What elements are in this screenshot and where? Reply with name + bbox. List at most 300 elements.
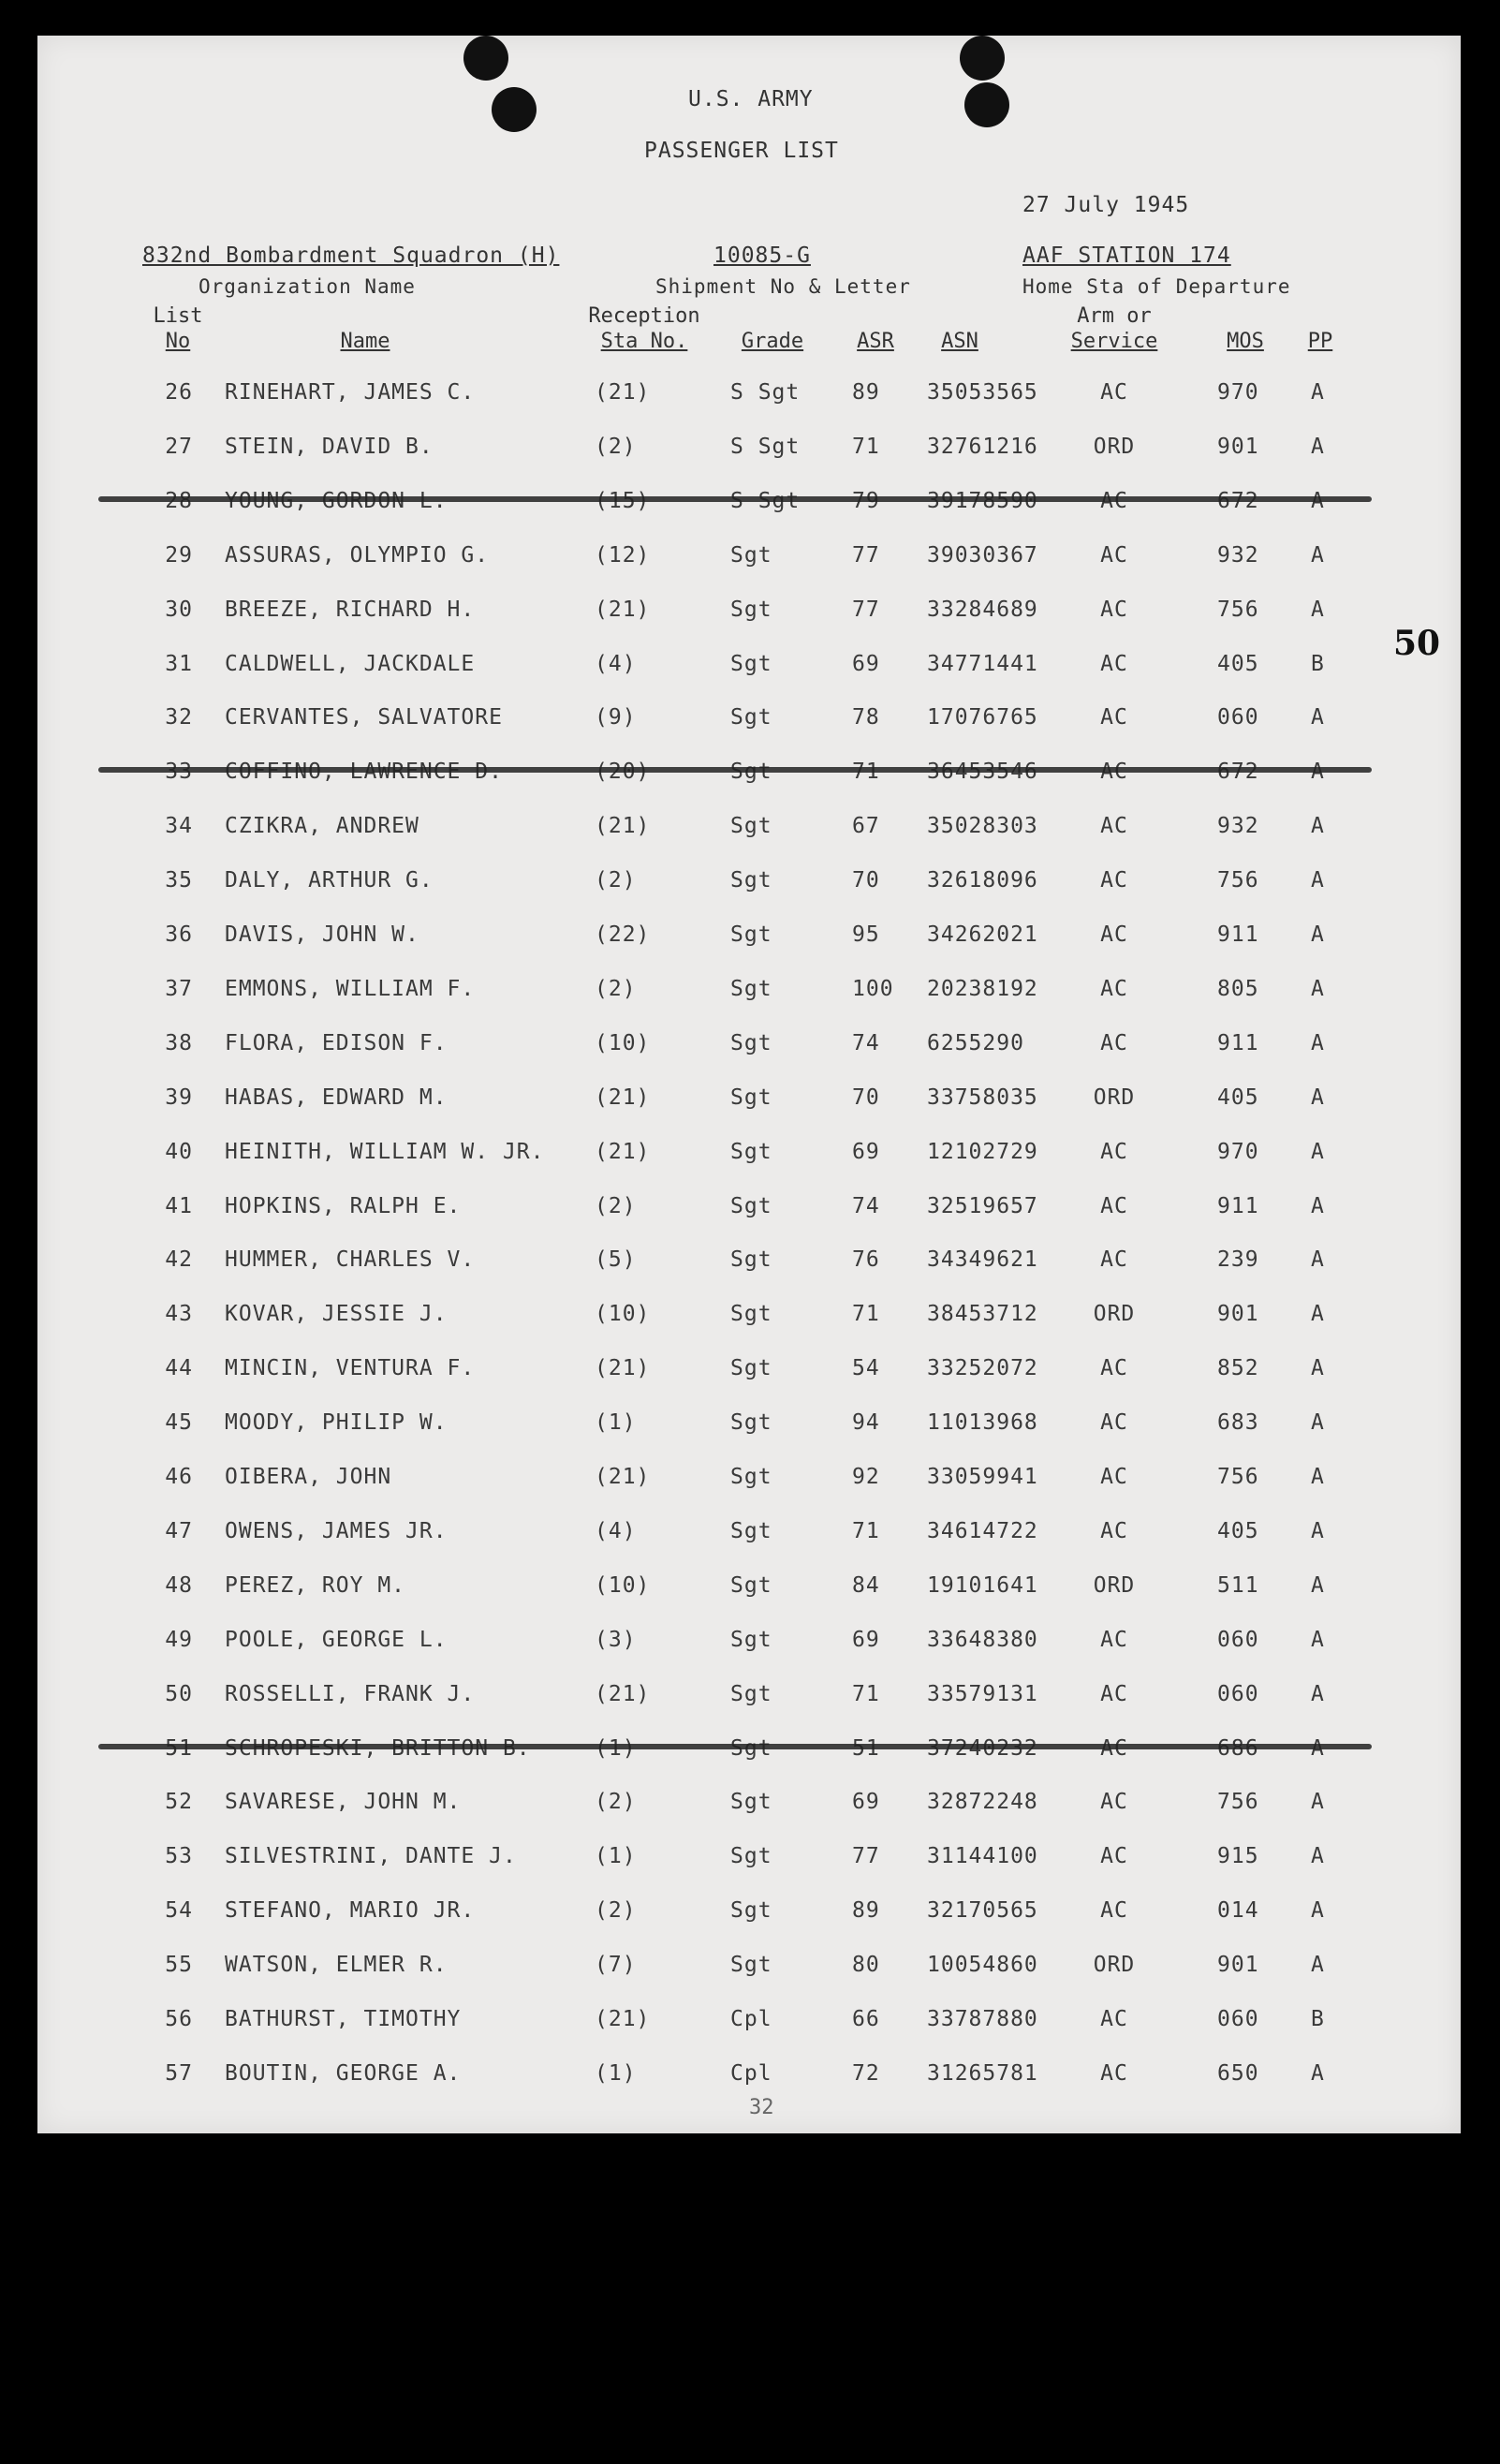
cell-sta: (10) <box>595 1302 651 1326</box>
cell-pp: A <box>1311 1031 1325 1055</box>
cell-asn: 32519657 <box>927 1194 1038 1218</box>
cell-asr: 70 <box>852 868 880 893</box>
organization-label: Organization Name <box>199 275 416 298</box>
cell-asr: 74 <box>852 1031 880 1055</box>
cell-mos: 683 <box>1217 1410 1259 1435</box>
table-row <box>37 1085 1461 1123</box>
cell-arm: ORD <box>1093 1085 1136 1110</box>
cell-mos: 901 <box>1217 435 1259 459</box>
cell-asr: 80 <box>852 1953 880 1977</box>
cell-no: 35 <box>165 868 193 893</box>
table-row <box>37 1628 1461 1665</box>
cell-grade: Sgt <box>730 922 772 947</box>
cell-grade: Sgt <box>730 1628 772 1652</box>
cell-arm: AC <box>1100 380 1128 405</box>
cell-pp: A <box>1311 1790 1325 1814</box>
cell-sta: (4) <box>595 1519 637 1543</box>
cell-arm: AC <box>1100 705 1128 730</box>
cell-pp: A <box>1311 977 1325 1001</box>
col-header-name: Name <box>340 330 390 353</box>
table-row <box>37 1844 1461 1881</box>
cell-asr: 54 <box>852 1356 880 1380</box>
margin-note: 50 <box>1393 624 1441 663</box>
cell-asr: 89 <box>852 380 880 405</box>
cell-mos: 852 <box>1217 1356 1259 1380</box>
cell-grade: Sgt <box>730 652 772 676</box>
cell-sta: (21) <box>595 1140 651 1164</box>
cell-sta: (21) <box>595 2007 651 2031</box>
cell-sta: (9) <box>595 705 637 730</box>
cell-asn: 35053565 <box>927 380 1038 405</box>
cell-mos: 901 <box>1217 1953 1259 1977</box>
cell-arm: AC <box>1100 814 1128 838</box>
table-row <box>37 1790 1461 1827</box>
cell-asn: 19101641 <box>927 1573 1038 1598</box>
cell-asn: 10054860 <box>927 1953 1038 1977</box>
table-row <box>37 1573 1461 1611</box>
cell-grade: Sgt <box>730 1140 772 1164</box>
cell-pp: A <box>1311 1844 1325 1868</box>
cell-sta: (21) <box>595 1085 651 1110</box>
cell-no: 32 <box>165 705 193 730</box>
cell-mos: 405 <box>1217 1085 1259 1110</box>
cell-name: CALDWELL, JACKDALE <box>225 652 476 676</box>
cell-sta: (12) <box>595 543 651 568</box>
cell-asn: 34614722 <box>927 1519 1038 1543</box>
cell-no: 38 <box>165 1031 193 1055</box>
cell-name: RINEHART, JAMES C. <box>225 380 476 405</box>
cell-no: 36 <box>165 922 193 947</box>
cell-name: SILVESTRINI, DANTE J. <box>225 1844 517 1868</box>
cell-pp: A <box>1311 1194 1325 1218</box>
cell-asn: 20238192 <box>927 977 1038 1001</box>
cell-asr: 77 <box>852 1844 880 1868</box>
cell-no: 52 <box>165 1790 193 1814</box>
station-value: AAF STATION 174 <box>1022 243 1231 268</box>
cell-mos: 756 <box>1217 598 1259 622</box>
strikethrough-line <box>98 1744 1372 1749</box>
cell-sta: (2) <box>595 1898 637 1923</box>
punch-hole <box>463 36 508 81</box>
shipment-label: Shipment No & Letter <box>655 275 911 298</box>
table-row <box>37 705 1461 743</box>
col-header-asn: ASN <box>941 330 978 353</box>
cell-no: 45 <box>165 1410 193 1435</box>
cell-asr: 78 <box>852 705 880 730</box>
cell-name: ROSSELLI, FRANK J. <box>225 1682 476 1706</box>
cell-grade: Sgt <box>730 1085 772 1110</box>
cell-name: FLORA, EDISON F. <box>225 1031 448 1055</box>
document-page <box>37 36 1461 2133</box>
cell-no: 57 <box>165 2061 193 2086</box>
table-row <box>37 435 1461 472</box>
cell-asn: 34262021 <box>927 922 1038 947</box>
cell-sta: (3) <box>595 1628 637 1652</box>
table-row <box>37 1519 1461 1557</box>
table-row <box>37 1410 1461 1448</box>
cell-no: 27 <box>165 435 193 459</box>
table-row <box>37 1247 1461 1285</box>
cell-arm: AC <box>1100 598 1128 622</box>
cell-arm: AC <box>1100 652 1128 676</box>
cell-mos: 650 <box>1217 2061 1259 2086</box>
cell-sta: (1) <box>595 1844 637 1868</box>
table-row <box>37 760 1461 797</box>
cell-arm: AC <box>1100 922 1128 947</box>
cell-name: BREEZE, RICHARD H. <box>225 598 476 622</box>
cell-sta: (21) <box>595 1682 651 1706</box>
organization-value: 832nd Bombardment Squadron (H) <box>142 243 560 268</box>
cell-no: 42 <box>165 1247 193 1272</box>
table-row <box>37 1736 1461 1774</box>
cell-name: STEIN, DAVID B. <box>225 435 434 459</box>
cell-name: STEFANO, MARIO JR. <box>225 1898 476 1923</box>
strikethrough-line <box>98 767 1372 773</box>
cell-asn: 17076765 <box>927 705 1038 730</box>
cell-mos: 060 <box>1217 705 1259 730</box>
cell-grade: Sgt <box>730 705 772 730</box>
cell-mos: 901 <box>1217 1302 1259 1326</box>
cell-no: 39 <box>165 1085 193 1110</box>
cell-arm: AC <box>1100 1844 1128 1868</box>
cell-asn: 35028303 <box>927 814 1038 838</box>
cell-name: ASSURAS, OLYMPIO G. <box>225 543 490 568</box>
cell-asn: 38453712 <box>927 1302 1038 1326</box>
cell-no: 37 <box>165 977 193 1001</box>
cell-pp: A <box>1311 380 1325 405</box>
cell-grade: Sgt <box>730 1844 772 1868</box>
cell-name: BOUTIN, GEORGE A. <box>225 2061 462 2086</box>
cell-arm: AC <box>1100 977 1128 1001</box>
cell-pp: A <box>1311 1410 1325 1435</box>
cell-grade: Sgt <box>730 1031 772 1055</box>
cell-asr: 69 <box>852 652 880 676</box>
cell-asr: 69 <box>852 1140 880 1164</box>
cell-mos: 756 <box>1217 868 1259 893</box>
cell-grade: Cpl <box>730 2061 772 2086</box>
cell-grade: Sgt <box>730 1410 772 1435</box>
page-footer-note: 32 <box>749 2096 774 2119</box>
cell-asr: 71 <box>852 435 880 459</box>
cell-mos: 915 <box>1217 1844 1259 1868</box>
cell-grade: S Sgt <box>730 435 801 459</box>
table-row <box>37 977 1461 1014</box>
cell-no: 47 <box>165 1519 193 1543</box>
cell-pp: A <box>1311 1898 1325 1923</box>
cell-name: CERVANTES, SALVATORE <box>225 705 503 730</box>
cell-asr: 71 <box>852 1519 880 1543</box>
cell-no: 53 <box>165 1844 193 1868</box>
cell-asr: 67 <box>852 814 880 838</box>
cell-pp: A <box>1311 1140 1325 1164</box>
cell-asn: 33252072 <box>927 1356 1038 1380</box>
cell-mos: 756 <box>1217 1790 1259 1814</box>
cell-asn: 33284689 <box>927 598 1038 622</box>
cell-grade: Sgt <box>730 1194 772 1218</box>
cell-grade: Sgt <box>730 1573 772 1598</box>
cell-name: HOPKINS, RALPH E. <box>225 1194 462 1218</box>
cell-asn: 32618096 <box>927 868 1038 893</box>
cell-pp: A <box>1311 435 1325 459</box>
cell-asn: 39030367 <box>927 543 1038 568</box>
shipment-value: 10085-G <box>713 243 811 268</box>
cell-grade: Sgt <box>730 1519 772 1543</box>
cell-asn: 33579131 <box>927 1682 1038 1706</box>
cell-sta: (21) <box>595 814 651 838</box>
cell-name: CZIKRA, ANDREW <box>225 814 419 838</box>
table-row <box>37 1465 1461 1502</box>
cell-mos: 756 <box>1217 1465 1259 1489</box>
cell-no: 46 <box>165 1465 193 1489</box>
cell-arm: AC <box>1100 543 1128 568</box>
army-heading: U.S. ARMY <box>688 87 814 111</box>
table-row <box>37 1898 1461 1936</box>
cell-pp: A <box>1311 1356 1325 1380</box>
cell-no: 43 <box>165 1302 193 1326</box>
cell-sta: (2) <box>595 868 637 893</box>
cell-grade: Sgt <box>730 598 772 622</box>
cell-name: KOVAR, JESSIE J. <box>225 1302 448 1326</box>
punch-hole <box>964 82 1009 127</box>
cell-arm: AC <box>1100 1356 1128 1380</box>
cell-name: HEINITH, WILLIAM W. JR. <box>225 1140 545 1164</box>
cell-pp: A <box>1311 1628 1325 1652</box>
cell-asn: 32761216 <box>927 435 1038 459</box>
station-label: Home Sta of Departure <box>1022 275 1291 298</box>
cell-mos: 932 <box>1217 814 1259 838</box>
cell-no: 26 <box>165 380 193 405</box>
cell-asr: 92 <box>852 1465 880 1489</box>
cell-asn: 33758035 <box>927 1085 1038 1110</box>
cell-arm: AC <box>1100 1410 1128 1435</box>
cell-arm: AC <box>1100 868 1128 893</box>
cell-pp: A <box>1311 1465 1325 1489</box>
cell-asr: 76 <box>852 1247 880 1272</box>
cell-mos: 970 <box>1217 380 1259 405</box>
cell-name: HABAS, EDWARD M. <box>225 1085 448 1110</box>
cell-name: OIBERA, JOHN <box>225 1465 392 1489</box>
cell-grade: Sgt <box>730 1953 772 1977</box>
cell-asr: 77 <box>852 598 880 622</box>
cell-arm: AC <box>1100 1140 1128 1164</box>
cell-asn: 33787880 <box>927 2007 1038 2031</box>
cell-pp: A <box>1311 1519 1325 1543</box>
cell-sta: (22) <box>595 922 651 947</box>
cell-arm: AC <box>1100 1682 1128 1706</box>
cell-no: 31 <box>165 652 193 676</box>
cell-asr: 94 <box>852 1410 880 1435</box>
cell-sta: (21) <box>595 598 651 622</box>
cell-arm: AC <box>1100 1519 1128 1543</box>
cell-pp: A <box>1311 543 1325 568</box>
cell-mos: 060 <box>1217 2007 1259 2031</box>
cell-pp: A <box>1311 1247 1325 1272</box>
table-row <box>37 868 1461 906</box>
cell-mos: 932 <box>1217 543 1259 568</box>
cell-asr: 70 <box>852 1085 880 1110</box>
cell-no: 50 <box>165 1682 193 1706</box>
cell-pp: A <box>1311 922 1325 947</box>
cell-sta: (21) <box>595 1465 651 1489</box>
cell-sta: (2) <box>595 1790 637 1814</box>
document-title: PASSENGER LIST <box>644 139 839 163</box>
cell-grade: Cpl <box>730 2007 772 2031</box>
cell-grade: Sgt <box>730 543 772 568</box>
cell-sta: (10) <box>595 1031 651 1055</box>
cell-sta: (1) <box>595 1410 637 1435</box>
cell-name: DAVIS, JOHN W. <box>225 922 419 947</box>
cell-pp: A <box>1311 1085 1325 1110</box>
cell-grade: Sgt <box>730 1898 772 1923</box>
cell-name: HUMMER, CHARLES V. <box>225 1247 476 1272</box>
cell-name: POOLE, GEORGE L. <box>225 1628 448 1652</box>
cell-asr: 69 <box>852 1628 880 1652</box>
cell-asn: 32170565 <box>927 1898 1038 1923</box>
cell-arm: AC <box>1100 1898 1128 1923</box>
cell-grade: Sgt <box>730 1790 772 1814</box>
cell-grade: Sgt <box>730 1465 772 1489</box>
document-date: 27 July 1945 <box>1022 193 1190 217</box>
cell-mos: 239 <box>1217 1247 1259 1272</box>
cell-arm: AC <box>1100 1031 1128 1055</box>
table-row <box>37 1682 1461 1719</box>
cell-name: BATHURST, TIMOTHY <box>225 2007 462 2031</box>
cell-no: 49 <box>165 1628 193 1652</box>
cell-no: 29 <box>165 543 193 568</box>
col-header-pp: PP <box>1307 330 1333 353</box>
cell-asr: 66 <box>852 2007 880 2031</box>
cell-asn: 33059941 <box>927 1465 1038 1489</box>
cell-arm: AC <box>1100 2007 1128 2031</box>
col-header-list-no: List No <box>153 304 203 353</box>
cell-asn: 11013968 <box>927 1410 1038 1435</box>
cell-pp: A <box>1311 598 1325 622</box>
cell-asr: 71 <box>852 1302 880 1326</box>
cell-arm: ORD <box>1093 1953 1136 1977</box>
table-row <box>37 2007 1461 2044</box>
cell-pp: B <box>1311 2007 1325 2031</box>
cell-grade: Sgt <box>730 977 772 1001</box>
cell-asr: 100 <box>852 977 894 1001</box>
cell-arm: AC <box>1100 1194 1128 1218</box>
cell-asr: 74 <box>852 1194 880 1218</box>
cell-pp: A <box>1311 1682 1325 1706</box>
cell-name: OWENS, JAMES JR. <box>225 1519 448 1543</box>
cell-asn: 33648380 <box>927 1628 1038 1652</box>
strikethrough-line <box>98 496 1372 502</box>
cell-mos: 805 <box>1217 977 1259 1001</box>
cell-mos: 911 <box>1217 1031 1259 1055</box>
cell-asn: 31265781 <box>927 2061 1038 2086</box>
cell-no: 55 <box>165 1953 193 1977</box>
cell-asn: 31144100 <box>927 1844 1038 1868</box>
cell-arm: AC <box>1100 1628 1128 1652</box>
table-row <box>37 2061 1461 2099</box>
cell-sta: (4) <box>595 652 637 676</box>
cell-grade: Sgt <box>730 1682 772 1706</box>
table-row <box>37 543 1461 581</box>
cell-pp: A <box>1311 814 1325 838</box>
cell-grade: S Sgt <box>730 380 801 405</box>
cell-asn: 32872248 <box>927 1790 1038 1814</box>
cell-no: 56 <box>165 2007 193 2031</box>
cell-asn: 6255290 <box>927 1031 1024 1055</box>
cell-no: 48 <box>165 1573 193 1598</box>
cell-asr: 77 <box>852 543 880 568</box>
cell-name: DALY, ARTHUR G. <box>225 868 434 893</box>
cell-sta: (7) <box>595 1953 637 1977</box>
cell-name: MINCIN, VENTURA F. <box>225 1356 476 1380</box>
cell-sta: (2) <box>595 977 637 1001</box>
cell-no: 40 <box>165 1140 193 1164</box>
cell-arm: AC <box>1100 2061 1128 2086</box>
col-header-asr: ASR <box>857 330 894 353</box>
cell-arm: ORD <box>1093 1573 1136 1598</box>
table-row <box>37 598 1461 635</box>
cell-no: 41 <box>165 1194 193 1218</box>
cell-asr: 95 <box>852 922 880 947</box>
table-row <box>37 380 1461 418</box>
col-header-grade: Grade <box>741 330 804 353</box>
cell-asr: 84 <box>852 1573 880 1598</box>
cell-sta: (5) <box>595 1247 637 1272</box>
cell-name: SAVARESE, JOHN M. <box>225 1790 462 1814</box>
cell-pp: A <box>1311 705 1325 730</box>
cell-mos: 060 <box>1217 1682 1259 1706</box>
cell-grade: Sgt <box>730 1247 772 1272</box>
table-row <box>37 652 1461 689</box>
cell-pp: B <box>1311 652 1325 676</box>
cell-mos: 911 <box>1217 1194 1259 1218</box>
cell-name: PEREZ, ROY M. <box>225 1573 406 1598</box>
cell-grade: Sgt <box>730 1302 772 1326</box>
cell-asr: 89 <box>852 1898 880 1923</box>
cell-pp: A <box>1311 1953 1325 1977</box>
cell-sta: (10) <box>595 1573 651 1598</box>
cell-asr: 69 <box>852 1790 880 1814</box>
table-row <box>37 1953 1461 1990</box>
punch-hole <box>492 87 537 132</box>
cell-asn: 34349621 <box>927 1247 1038 1272</box>
cell-pp: A <box>1311 868 1325 893</box>
cell-arm: AC <box>1100 1247 1128 1272</box>
cell-sta: (2) <box>595 1194 637 1218</box>
table-row <box>37 1302 1461 1339</box>
cell-sta: (21) <box>595 1356 651 1380</box>
cell-sta: (21) <box>595 380 651 405</box>
cell-mos: 060 <box>1217 1628 1259 1652</box>
table-row <box>37 814 1461 851</box>
cell-arm: ORD <box>1093 435 1136 459</box>
cell-name: WATSON, ELMER R. <box>225 1953 448 1977</box>
table-row <box>37 1194 1461 1232</box>
cell-pp: A <box>1311 1302 1325 1326</box>
cell-pp: A <box>1311 2061 1325 2086</box>
table-row <box>37 1031 1461 1069</box>
col-header-arm-service: Arm or Service <box>1070 304 1158 353</box>
cell-mos: 511 <box>1217 1573 1259 1598</box>
cell-mos: 911 <box>1217 922 1259 947</box>
cell-grade: Sgt <box>730 868 772 893</box>
cell-asr: 72 <box>852 2061 880 2086</box>
cell-arm: ORD <box>1093 1302 1136 1326</box>
table-row <box>37 489 1461 526</box>
col-header-mos: MOS <box>1227 330 1264 353</box>
cell-mos: 014 <box>1217 1898 1259 1923</box>
cell-arm: AC <box>1100 1790 1128 1814</box>
cell-name: EMMONS, WILLIAM F. <box>225 977 476 1001</box>
cell-asn: 34771441 <box>927 652 1038 676</box>
